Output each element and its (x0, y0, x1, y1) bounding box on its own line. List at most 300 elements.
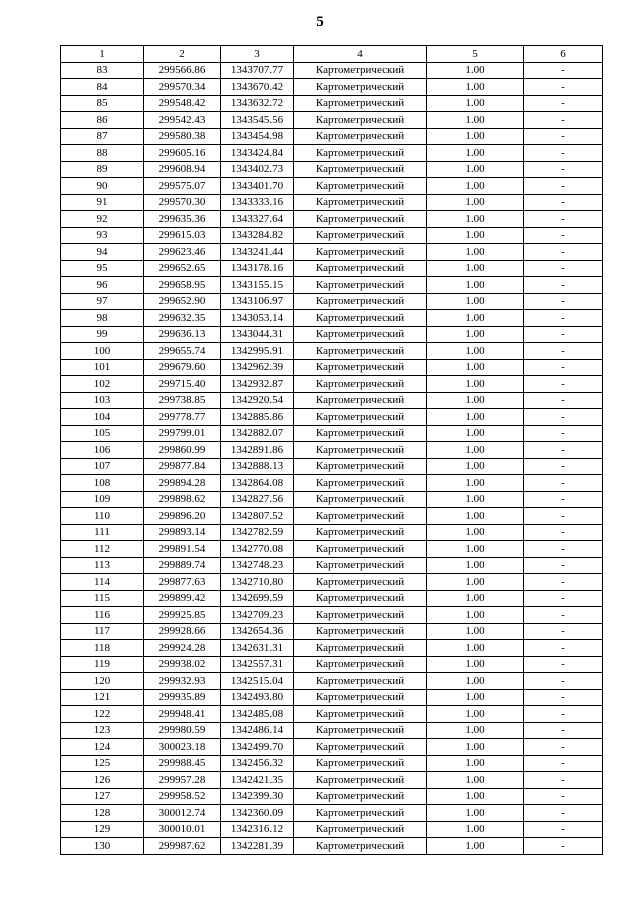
y-coordinate-cell: 1342281.39 (221, 838, 294, 855)
x-coordinate-cell: 299658.95 (144, 277, 221, 294)
table-row (61, 244, 603, 261)
table-row (61, 821, 603, 838)
method-cell: Картометрический (294, 310, 427, 327)
table-row (61, 359, 603, 376)
point-number-cell: 104 (61, 409, 144, 426)
x-coordinate-cell: 299891.54 (144, 541, 221, 558)
point-number-cell: 91 (61, 194, 144, 211)
x-coordinate-cell: 299938.02 (144, 656, 221, 673)
y-coordinate-cell: 1342631.31 (221, 640, 294, 657)
note-cell: - (524, 178, 603, 195)
x-coordinate-cell: 299632.35 (144, 310, 221, 327)
x-coordinate-cell: 299575.07 (144, 178, 221, 195)
point-number-cell: 117 (61, 623, 144, 640)
method-cell: Картометрический (294, 409, 427, 426)
method-cell: Картометрический (294, 623, 427, 640)
table-row (61, 739, 603, 756)
y-coordinate-cell: 1342709.23 (221, 607, 294, 624)
method-cell: Картометрический (294, 293, 427, 310)
table-row (61, 689, 603, 706)
note-cell: - (524, 590, 603, 607)
point-number-cell: 118 (61, 640, 144, 657)
method-cell: Картометрический (294, 491, 427, 508)
y-coordinate-cell: 1342654.36 (221, 623, 294, 640)
table-row (61, 409, 603, 426)
y-coordinate-cell: 1342316.12 (221, 821, 294, 838)
point-number-cell: 110 (61, 508, 144, 525)
method-cell: Картометрический (294, 590, 427, 607)
table-header (61, 46, 603, 63)
y-coordinate-cell: 1342807.52 (221, 508, 294, 525)
method-cell: Картометрический (294, 673, 427, 690)
table-row (61, 805, 603, 822)
point-number-cell: 89 (61, 161, 144, 178)
method-cell: Картометрический (294, 79, 427, 96)
x-coordinate-cell: 299957.28 (144, 772, 221, 789)
table-row (61, 343, 603, 360)
table-row (61, 293, 603, 310)
table-row (61, 95, 603, 112)
y-coordinate-cell: 1342493.80 (221, 689, 294, 706)
accuracy-cell: 1.00 (427, 541, 524, 558)
accuracy-cell: 1.00 (427, 755, 524, 772)
column-header: 2 (144, 46, 221, 63)
method-cell: Картометрический (294, 62, 427, 79)
accuracy-cell: 1.00 (427, 772, 524, 789)
note-cell: - (524, 805, 603, 822)
note-cell: - (524, 359, 603, 376)
y-coordinate-cell: 1342360.09 (221, 805, 294, 822)
accuracy-cell: 1.00 (427, 244, 524, 261)
point-number-cell: 87 (61, 128, 144, 145)
accuracy-cell: 1.00 (427, 293, 524, 310)
y-coordinate-cell: 1343053.14 (221, 310, 294, 327)
accuracy-cell: 1.00 (427, 260, 524, 277)
point-number-cell: 128 (61, 805, 144, 822)
table-row (61, 491, 603, 508)
accuracy-cell: 1.00 (427, 673, 524, 690)
x-coordinate-cell: 299894.28 (144, 475, 221, 492)
x-coordinate-cell: 299605.16 (144, 145, 221, 162)
note-cell: - (524, 409, 603, 426)
accuracy-cell: 1.00 (427, 458, 524, 475)
x-coordinate-cell: 299615.03 (144, 227, 221, 244)
point-number-cell: 125 (61, 755, 144, 772)
y-coordinate-cell: 1342891.86 (221, 442, 294, 459)
y-coordinate-cell: 1342995.91 (221, 343, 294, 360)
accuracy-cell: 1.00 (427, 821, 524, 838)
table-row (61, 607, 603, 624)
point-number-cell: 109 (61, 491, 144, 508)
note-cell: - (524, 722, 603, 739)
x-coordinate-cell: 299987.62 (144, 838, 221, 855)
method-cell: Картометрический (294, 343, 427, 360)
y-coordinate-cell: 1342557.31 (221, 656, 294, 673)
table-row (61, 755, 603, 772)
x-coordinate-cell: 299925.85 (144, 607, 221, 624)
point-number-cell: 95 (61, 260, 144, 277)
method-cell: Картометрический (294, 788, 427, 805)
method-cell: Картометрический (294, 838, 427, 855)
accuracy-cell: 1.00 (427, 640, 524, 657)
x-coordinate-cell: 299988.45 (144, 755, 221, 772)
method-cell: Картометрический (294, 425, 427, 442)
accuracy-cell: 1.00 (427, 491, 524, 508)
method-cell: Картометрический (294, 739, 427, 756)
table-row (61, 772, 603, 789)
y-coordinate-cell: 1343178.16 (221, 260, 294, 277)
note-cell: - (524, 755, 603, 772)
table-row (61, 590, 603, 607)
method-cell: Картометрический (294, 706, 427, 723)
table-row (61, 326, 603, 343)
table-row (61, 112, 603, 129)
x-coordinate-cell: 300010.01 (144, 821, 221, 838)
point-number-cell: 108 (61, 475, 144, 492)
table-row (61, 79, 603, 96)
note-cell: - (524, 194, 603, 211)
y-coordinate-cell: 1342827.56 (221, 491, 294, 508)
method-cell: Картометрический (294, 607, 427, 624)
method-cell: Картометрический (294, 359, 427, 376)
point-number-cell: 113 (61, 557, 144, 574)
table-row (61, 277, 603, 294)
accuracy-cell: 1.00 (427, 590, 524, 607)
x-coordinate-cell: 299608.94 (144, 161, 221, 178)
y-coordinate-cell: 1342782.59 (221, 524, 294, 541)
table-row (61, 62, 603, 79)
header-row (61, 46, 603, 63)
accuracy-cell: 1.00 (427, 112, 524, 129)
y-coordinate-cell: 1343327.64 (221, 211, 294, 228)
note-cell: - (524, 607, 603, 624)
x-coordinate-cell: 299932.93 (144, 673, 221, 690)
accuracy-cell: 1.00 (427, 656, 524, 673)
y-coordinate-cell: 1342885.86 (221, 409, 294, 426)
accuracy-cell: 1.00 (427, 788, 524, 805)
x-coordinate-cell: 299652.65 (144, 260, 221, 277)
accuracy-cell: 1.00 (427, 211, 524, 228)
point-number-cell: 115 (61, 590, 144, 607)
note-cell: - (524, 739, 603, 756)
note-cell: - (524, 772, 603, 789)
method-cell: Картометрический (294, 277, 427, 294)
column-header: 3 (221, 46, 294, 63)
method-cell: Картометрический (294, 260, 427, 277)
y-coordinate-cell: 1342499.70 (221, 739, 294, 756)
table-row (61, 722, 603, 739)
table-row (61, 673, 603, 690)
point-number-cell: 112 (61, 541, 144, 558)
y-coordinate-cell: 1343044.31 (221, 326, 294, 343)
note-cell: - (524, 574, 603, 591)
y-coordinate-cell: 1342710.80 (221, 574, 294, 591)
note-cell: - (524, 524, 603, 541)
note-cell: - (524, 541, 603, 558)
y-coordinate-cell: 1342770.08 (221, 541, 294, 558)
point-number-cell: 129 (61, 821, 144, 838)
point-number-cell: 99 (61, 326, 144, 343)
method-cell: Картометрический (294, 722, 427, 739)
x-coordinate-cell: 299980.59 (144, 722, 221, 739)
method-cell: Картометрический (294, 574, 427, 591)
point-number-cell: 121 (61, 689, 144, 706)
point-number-cell: 92 (61, 211, 144, 228)
point-number-cell: 114 (61, 574, 144, 591)
page-number: 5 (316, 14, 324, 30)
accuracy-cell: 1.00 (427, 607, 524, 624)
table-row (61, 128, 603, 145)
method-cell: Картометрический (294, 689, 427, 706)
accuracy-cell: 1.00 (427, 161, 524, 178)
point-number-cell: 127 (61, 788, 144, 805)
point-number-cell: 86 (61, 112, 144, 129)
accuracy-cell: 1.00 (427, 442, 524, 459)
method-cell: Картометрический (294, 128, 427, 145)
x-coordinate-cell: 299924.28 (144, 640, 221, 657)
accuracy-cell: 1.00 (427, 739, 524, 756)
accuracy-cell: 1.00 (427, 524, 524, 541)
accuracy-cell: 1.00 (427, 574, 524, 591)
x-coordinate-cell: 300012.74 (144, 805, 221, 822)
x-coordinate-cell: 299889.74 (144, 557, 221, 574)
table-row (61, 788, 603, 805)
note-cell: - (524, 376, 603, 393)
accuracy-cell: 1.00 (427, 508, 524, 525)
accuracy-cell: 1.00 (427, 623, 524, 640)
accuracy-cell: 1.00 (427, 227, 524, 244)
table-row (61, 211, 603, 228)
table-row (61, 376, 603, 393)
accuracy-cell: 1.00 (427, 326, 524, 343)
x-coordinate-cell: 299570.34 (144, 79, 221, 96)
point-number-cell: 101 (61, 359, 144, 376)
point-number-cell: 120 (61, 673, 144, 690)
y-coordinate-cell: 1343155.15 (221, 277, 294, 294)
accuracy-cell: 1.00 (427, 277, 524, 294)
table-row (61, 425, 603, 442)
note-cell: - (524, 491, 603, 508)
x-coordinate-cell: 299570.30 (144, 194, 221, 211)
accuracy-cell: 1.00 (427, 475, 524, 492)
note-cell: - (524, 227, 603, 244)
y-coordinate-cell: 1342882.07 (221, 425, 294, 442)
x-coordinate-cell: 299877.84 (144, 458, 221, 475)
x-coordinate-cell: 299655.74 (144, 343, 221, 360)
method-cell: Картометрический (294, 112, 427, 129)
note-cell: - (524, 343, 603, 360)
table-row (61, 161, 603, 178)
accuracy-cell: 1.00 (427, 343, 524, 360)
column-header: 6 (524, 46, 603, 63)
x-coordinate-cell: 299566.86 (144, 62, 221, 79)
note-cell: - (524, 244, 603, 261)
accuracy-cell: 1.00 (427, 838, 524, 855)
x-coordinate-cell: 299935.89 (144, 689, 221, 706)
table-row (61, 392, 603, 409)
note-cell: - (524, 112, 603, 129)
column-header: 5 (427, 46, 524, 63)
x-coordinate-cell: 299958.52 (144, 788, 221, 805)
x-coordinate-cell: 299799.01 (144, 425, 221, 442)
point-number-cell: 130 (61, 838, 144, 855)
y-coordinate-cell: 1342932.87 (221, 376, 294, 393)
method-cell: Картометрический (294, 178, 427, 195)
y-coordinate-cell: 1342864.08 (221, 475, 294, 492)
y-coordinate-cell: 1343545.56 (221, 112, 294, 129)
method-cell: Картометрический (294, 475, 427, 492)
note-cell: - (524, 79, 603, 96)
y-coordinate-cell: 1342456.32 (221, 755, 294, 772)
y-coordinate-cell: 1343106.97 (221, 293, 294, 310)
method-cell: Картометрический (294, 557, 427, 574)
point-number-cell: 124 (61, 739, 144, 756)
method-cell: Картометрический (294, 211, 427, 228)
coordinates-table (60, 45, 603, 855)
x-coordinate-cell: 300023.18 (144, 739, 221, 756)
note-cell: - (524, 293, 603, 310)
note-cell: - (524, 821, 603, 838)
note-cell: - (524, 673, 603, 690)
point-number-cell: 116 (61, 607, 144, 624)
table-row (61, 541, 603, 558)
table-row (61, 706, 603, 723)
note-cell: - (524, 260, 603, 277)
y-coordinate-cell: 1342399.30 (221, 788, 294, 805)
accuracy-cell: 1.00 (427, 310, 524, 327)
table-row (61, 227, 603, 244)
note-cell: - (524, 128, 603, 145)
y-coordinate-cell: 1342699.59 (221, 590, 294, 607)
y-coordinate-cell: 1343424.84 (221, 145, 294, 162)
method-cell: Картометрический (294, 227, 427, 244)
table-row (61, 640, 603, 657)
method-cell: Картометрический (294, 194, 427, 211)
point-number-cell: 88 (61, 145, 144, 162)
point-number-cell: 123 (61, 722, 144, 739)
note-cell: - (524, 211, 603, 228)
point-number-cell: 90 (61, 178, 144, 195)
y-coordinate-cell: 1342962.39 (221, 359, 294, 376)
accuracy-cell: 1.00 (427, 359, 524, 376)
point-number-cell: 122 (61, 706, 144, 723)
note-cell: - (524, 508, 603, 525)
note-cell: - (524, 310, 603, 327)
point-number-cell: 126 (61, 772, 144, 789)
note-cell: - (524, 425, 603, 442)
x-coordinate-cell: 299893.14 (144, 524, 221, 541)
note-cell: - (524, 623, 603, 640)
table-row (61, 557, 603, 574)
accuracy-cell: 1.00 (427, 145, 524, 162)
y-coordinate-cell: 1343670.42 (221, 79, 294, 96)
note-cell: - (524, 392, 603, 409)
y-coordinate-cell: 1343241.44 (221, 244, 294, 261)
accuracy-cell: 1.00 (427, 62, 524, 79)
note-cell: - (524, 145, 603, 162)
method-cell: Картометрический (294, 244, 427, 261)
note-cell: - (524, 689, 603, 706)
point-number-cell: 105 (61, 425, 144, 442)
accuracy-cell: 1.00 (427, 425, 524, 442)
x-coordinate-cell: 299877.63 (144, 574, 221, 591)
note-cell: - (524, 95, 603, 112)
point-number-cell: 84 (61, 79, 144, 96)
method-cell: Картометрический (294, 541, 427, 558)
accuracy-cell: 1.00 (427, 95, 524, 112)
point-number-cell: 96 (61, 277, 144, 294)
x-coordinate-cell: 299542.43 (144, 112, 221, 129)
note-cell: - (524, 706, 603, 723)
accuracy-cell: 1.00 (427, 376, 524, 393)
x-coordinate-cell: 299738.85 (144, 392, 221, 409)
x-coordinate-cell: 299896.20 (144, 508, 221, 525)
x-coordinate-cell: 299898.62 (144, 491, 221, 508)
y-coordinate-cell: 1342748.23 (221, 557, 294, 574)
note-cell: - (524, 475, 603, 492)
method-cell: Картометрический (294, 755, 427, 772)
table-row (61, 508, 603, 525)
method-cell: Картометрический (294, 508, 427, 525)
table-row (61, 623, 603, 640)
y-coordinate-cell: 1343632.72 (221, 95, 294, 112)
table-row (61, 194, 603, 211)
note-cell: - (524, 788, 603, 805)
x-coordinate-cell: 299928.66 (144, 623, 221, 640)
point-number-cell: 85 (61, 95, 144, 112)
x-coordinate-cell: 299652.90 (144, 293, 221, 310)
method-cell: Картометрический (294, 95, 427, 112)
table-row (61, 656, 603, 673)
note-cell: - (524, 557, 603, 574)
y-coordinate-cell: 1343402.73 (221, 161, 294, 178)
table-body (61, 62, 603, 854)
point-number-cell: 93 (61, 227, 144, 244)
table-row (61, 574, 603, 591)
y-coordinate-cell: 1343333.16 (221, 194, 294, 211)
x-coordinate-cell: 299899.42 (144, 590, 221, 607)
x-coordinate-cell: 299548.42 (144, 95, 221, 112)
point-number-cell: 107 (61, 458, 144, 475)
note-cell: - (524, 442, 603, 459)
note-cell: - (524, 277, 603, 294)
y-coordinate-cell: 1343401.70 (221, 178, 294, 195)
point-number-cell: 102 (61, 376, 144, 393)
method-cell: Картометрический (294, 392, 427, 409)
method-cell: Картометрический (294, 326, 427, 343)
table-row (61, 310, 603, 327)
x-coordinate-cell: 299860.99 (144, 442, 221, 459)
accuracy-cell: 1.00 (427, 392, 524, 409)
point-number-cell: 106 (61, 442, 144, 459)
accuracy-cell: 1.00 (427, 805, 524, 822)
y-coordinate-cell: 1342421.35 (221, 772, 294, 789)
table-row (61, 458, 603, 475)
column-header: 4 (294, 46, 427, 63)
y-coordinate-cell: 1342920.54 (221, 392, 294, 409)
x-coordinate-cell: 299623.46 (144, 244, 221, 261)
x-coordinate-cell: 299948.41 (144, 706, 221, 723)
note-cell: - (524, 838, 603, 855)
table-row (61, 475, 603, 492)
y-coordinate-cell: 1342485.08 (221, 706, 294, 723)
note-cell: - (524, 62, 603, 79)
method-cell: Картометрический (294, 442, 427, 459)
method-cell: Картометрический (294, 805, 427, 822)
method-cell: Картометрический (294, 376, 427, 393)
accuracy-cell: 1.00 (427, 706, 524, 723)
point-number-cell: 100 (61, 343, 144, 360)
